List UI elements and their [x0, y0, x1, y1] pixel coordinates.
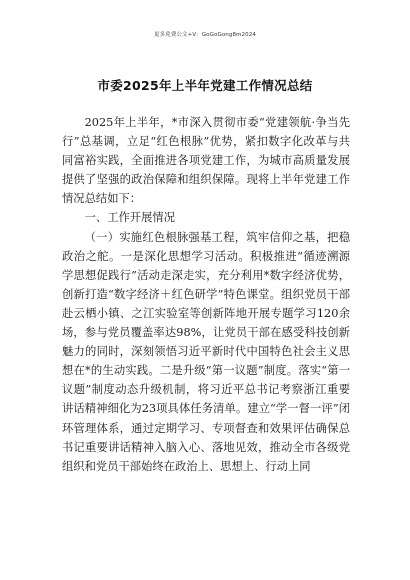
intro-paragraph: 2025年上半年，*市深入贯彻市委“党建领航·争当先行”总基调，立足“红色根脉”优势，紧扣数字化改革与共同富裕实践，全面推进各项党建工作，为城市高质量发展提供了坚强的政治保障和组织保障。现将上半年党建工作情况总结如下：: [62, 116, 350, 206]
section-heading: 一、工作开展情况: [84, 211, 175, 225]
document-body: [62, 113, 350, 476]
document-title: 市委2025年上半年党建工作情况总结: [97, 78, 313, 93]
body-paragraph: （一）实施红色根脉强基工程，筑牢信仰之基，把稳政治之舵。一是深化思想学习活动。积极推进“循迹溯源学思想促践行”活动走深走实，充分利用*数字经济优势，创新打造“数字经济＋红色研学”特色课堂。组织党员干部赴云栖小镇、之江实验室等创新阵地开展专题学习120余场，参与党员覆盖率达98%，让党员干部在感受科技创新魅力的同时，深刻领悟习近平新时代中国特色社会主义思想在*的生动实践。二是升级“第一议题”制度。落实“第一议题”制度动态升级机制，将习近平总书记考察浙江重要讲话精神细化为23项具体任务清单。建立“学一督一评”闭环管理体系，通过定期学习、专项督查和效果评估确保总书记重要讲话精神入脑入心、落地见效，推动全市各级党组织和党员干部始终在政治上、思想上、行动上同: [62, 230, 350, 473]
header-note: 更多免费公文+V：GoGoGong8m2024: [154, 32, 256, 38]
